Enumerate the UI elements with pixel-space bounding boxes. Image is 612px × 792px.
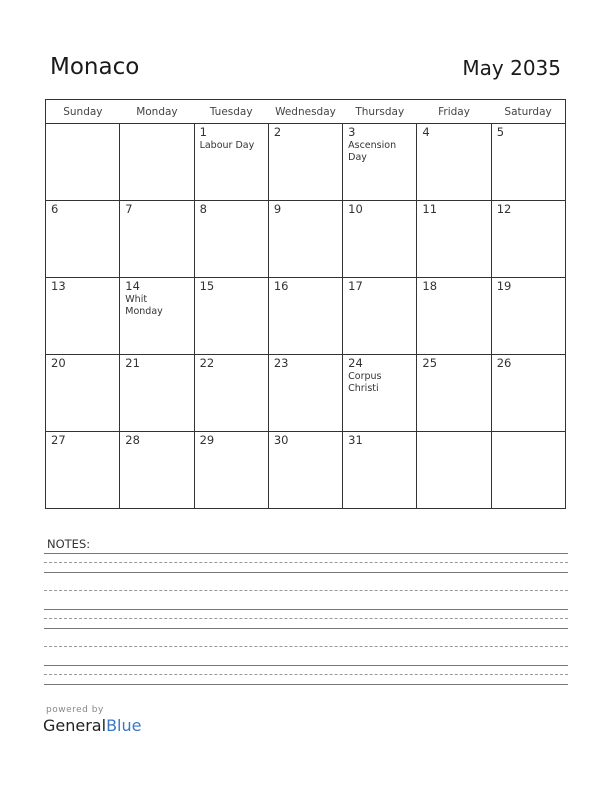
holiday-label [492,216,565,217]
holiday-label [343,447,416,448]
holiday-label [120,126,193,127]
day-cell [46,124,120,201]
day-number: 24 [348,356,363,370]
day-cell [194,355,268,432]
day-cell [120,355,194,432]
day-number: 28 [125,433,140,447]
day-cell [194,278,268,355]
weekday-monday: Monday [120,100,194,124]
notes-line [44,684,568,685]
holiday-label [46,293,119,294]
holiday-label [195,216,268,217]
notes-line-dashed [44,674,568,675]
holiday-label [120,447,193,448]
day-cell [491,432,565,509]
day-cell [46,355,120,432]
holiday-label [417,216,490,217]
weekday-tuesday: Tuesday [194,100,268,124]
holiday-label [417,139,490,140]
calendar-grid [45,99,566,509]
country-title: Monaco [50,54,140,80]
holiday-label [46,216,119,217]
holiday-label [269,216,342,217]
month-title: May 2035 [462,56,561,80]
notes-line [44,609,568,610]
holiday-label [343,216,416,217]
notes-line [44,665,568,666]
day-cell [46,201,120,278]
day-cell [491,278,565,355]
day-cell [343,432,417,509]
holiday-label [269,370,342,371]
day-cell [268,278,342,355]
day-number: 8 [199,202,207,216]
day-cell [491,355,565,432]
day-number: 23 [273,356,289,370]
day-cell [491,124,565,201]
holiday-label [46,447,119,448]
week-row [46,124,566,201]
day-number: 30 [273,433,289,447]
notes-line [44,628,568,629]
holiday-label [195,293,268,294]
day-number: 31 [348,433,363,447]
holiday-label [269,293,342,294]
notes-line [44,553,568,554]
holiday-label [417,293,490,294]
day-cell [343,355,417,432]
holiday-label [343,293,416,294]
weekday-wednesday: Wednesday [268,100,342,124]
day-cell [46,432,120,509]
day-number: 3 [348,125,356,139]
day-cell [417,278,491,355]
day-number: 7 [125,202,133,216]
powered-by-text: powered by [46,705,104,715]
brand-logo [43,716,141,735]
day-number: 25 [422,356,438,370]
holiday-label: Corpus Christi [348,371,382,394]
notes-line-dashed [44,646,568,647]
day-number: 4 [422,125,430,139]
day-cell [417,355,491,432]
holiday-label [120,216,193,217]
day-number: 10 [348,202,363,216]
day-number: 22 [199,356,215,370]
day-number: 6 [51,202,59,216]
week-row [46,355,566,432]
day-number: 29 [199,433,215,447]
day-number: 9 [273,202,282,216]
notes-line [44,572,568,573]
day-number: 17 [348,279,363,293]
day-cell [268,355,342,432]
day-cell [343,201,417,278]
day-cell [343,124,417,201]
day-number: 11 [422,202,438,216]
day-number: 1 [199,125,207,139]
weekday-thursday: Thursday [343,100,417,124]
weekday-saturday: Saturday [491,100,565,124]
day-cell [417,432,491,509]
day-number: 26 [496,356,512,370]
holiday-label [269,139,342,140]
holiday-label [492,434,565,435]
holiday-label [195,370,268,371]
weekday-header-row [46,100,566,124]
notes-line-dashed [44,618,568,619]
day-cell [491,201,565,278]
day-cell [417,124,491,201]
day-cell [417,201,491,278]
notes-label: NOTES: [47,537,91,551]
day-cell [120,124,194,201]
day-number: 18 [422,279,438,293]
day-number: 19 [496,279,512,293]
holiday-label [46,126,119,127]
day-cell [120,278,194,355]
day-number: 20 [51,356,66,370]
holiday-label [492,370,565,371]
holiday-label [492,139,565,140]
weekday-sunday: Sunday [46,100,120,124]
holiday-label: Labour Day [199,140,255,151]
day-cell [343,278,417,355]
day-number: 13 [51,279,66,293]
day-number: 15 [199,279,215,293]
day-number: 2 [273,125,282,139]
holiday-label: Whit Monday [125,294,163,317]
day-cell [46,278,120,355]
holiday-label [120,370,193,371]
day-cell [194,432,268,509]
weekday-friday: Friday [417,100,491,124]
holiday-label [46,370,119,371]
day-number: 16 [273,279,289,293]
day-cell [120,432,194,509]
holiday-label [195,447,268,448]
brand-blue: Blue [106,716,142,735]
week-row [46,201,566,278]
brand-general: General [43,716,107,735]
holiday-label [269,447,342,448]
day-number: 27 [51,433,66,447]
day-cell [268,201,342,278]
day-cell [268,124,342,201]
day-cell [120,201,194,278]
day-number: 21 [125,356,140,370]
notes-line-dashed [44,590,568,591]
holiday-label [417,370,490,371]
week-row [46,278,566,355]
holiday-label [492,293,565,294]
holiday-label: Ascension Day [348,140,397,163]
day-number: 12 [496,202,512,216]
day-number: 14 [125,279,140,293]
week-row [46,432,566,509]
day-cell [268,432,342,509]
notes-line-dashed [44,562,568,563]
holiday-label [417,434,490,435]
day-cell [194,201,268,278]
day-number: 5 [496,125,505,139]
day-cell [194,124,268,201]
